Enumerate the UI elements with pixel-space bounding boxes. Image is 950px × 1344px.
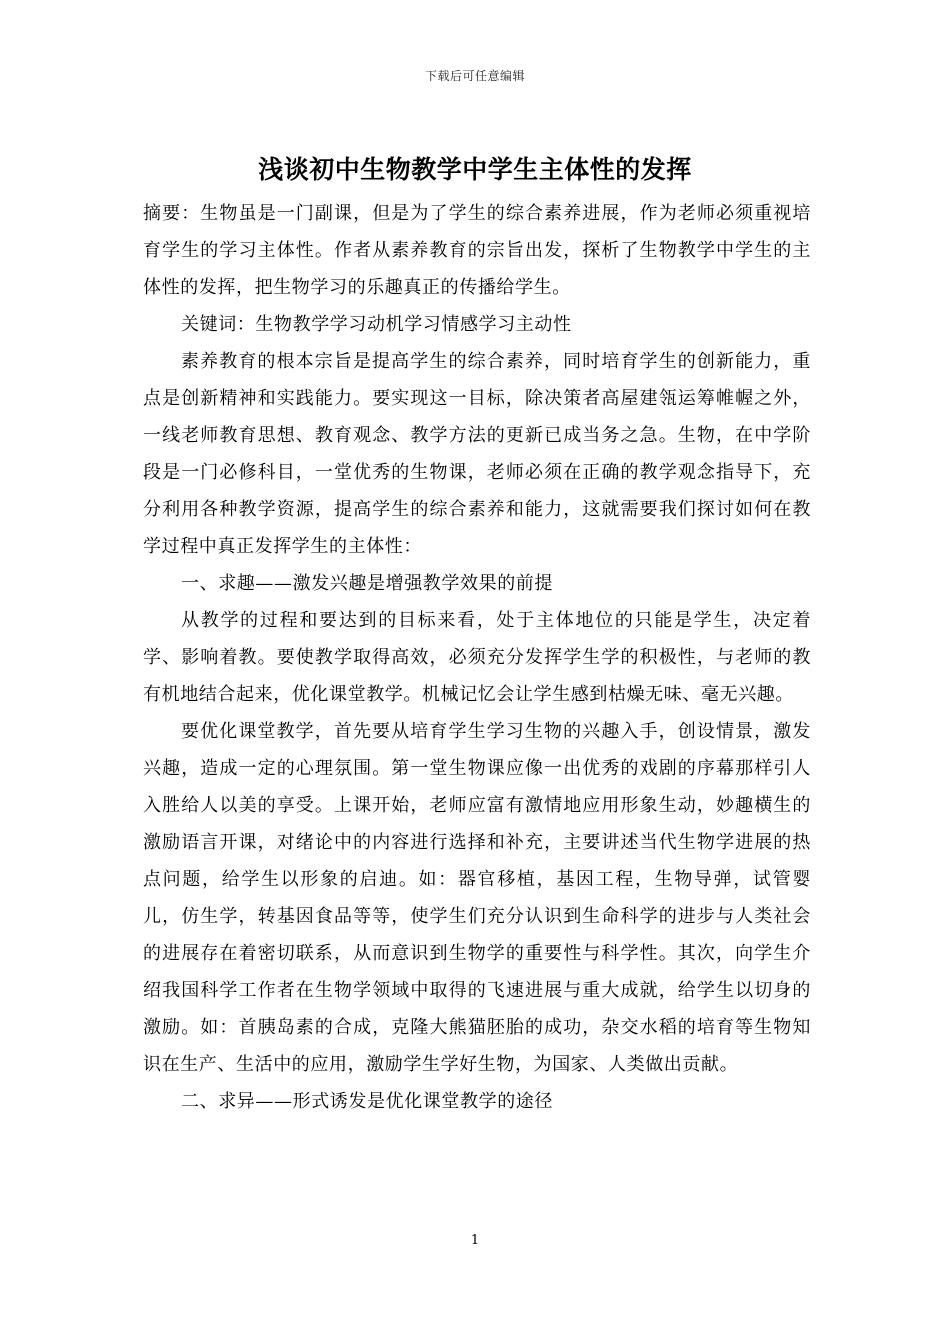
body-paragraph: 素养教育的根本宗旨是提高学生的综合素养，同时培育学生的创新能力，重点是创新精神和实践能力。要实现这一目标，除决策者高屋建瓴运筹帷幄之外，一线老师教育思想、教育观念、教学方法的更新已成当务之急。生物，在中学阶段是一门必修科目，一堂优秀的生物课，老师必须在正确的教学观念指导下，充分利用各种教学资源，提高学生的综合素养和能力，这就需要我们探讨如何在教学过程中真正发挥学生的主体性：	[143, 351, 811, 557]
section-heading: 一、求趣——激发兴趣是增强教学效果的前提	[181, 573, 553, 594]
header-note: 下载后可任意编辑	[424, 69, 525, 83]
body-paragraph: 要优化课堂教学，首先要从培育学生学习生物的兴趣入手，创设情景，激发兴趣，造成一定的心理氛围。第一堂生物课应像一出优秀的戏剧的序幕那样引人入胜给人以美的享受。上课开始，老师应富有激情地应用形象生动，妙趣横生的激励语言开课，对绪论中的内容进行选择和补充，主要讲述当代生物学进展的热点问题，给学生以形象的启迪。如：器官移植，基因工程，生物导弹，试管婴儿，仿生学，转基因食品等等，使学生们充分认识到生命科学的进步与人类社会的进展存在着密切联系，从而意识到生物学的重要性与科学性。其次，向学生介绍我国科学工作者在生物学领域中取得的飞速进展与重大成就，给学生以切身的激励。如：首胰岛素的合成，克隆大熊猫胚胎的成功，杂交水稻的培育等生物知识在生产、生活中的应用，激励学生学好生物，为国家、人类做出贡献。	[143, 721, 811, 1075]
document-body	[143, 195, 811, 1120]
abstract-paragraph: 摘要：生物虽是一门副课，但是为了学生的综合素养进展，作为老师必须重视培育学生的学习主体性。作者从素养教育的宗旨出发，探析了生物教学中学生的主体性的发挥，把生物学习的乐趣真正的传播给学生。	[143, 203, 811, 298]
section-heading: 二、求异——形式诱发是优化课堂教学的途径	[181, 1091, 553, 1112]
body-paragraph: 从教学的过程和要达到的目标来看，处于主体地位的只能是学生，决定着学、影响着教。要使教学取得高效，必须充分发挥学生学的积极性，与老师的教有机地结合起来，优化课堂教学。机械记忆会让学生感到枯燥无味、毫无兴趣。	[143, 610, 811, 705]
keywords-paragraph: 关键词：生物教学学习动机学习情感学习主动性	[181, 314, 572, 335]
document-title: 浅谈初中生物教学中学生主体性的发挥	[258, 155, 692, 184]
page-number: 1	[470, 1233, 480, 1248]
